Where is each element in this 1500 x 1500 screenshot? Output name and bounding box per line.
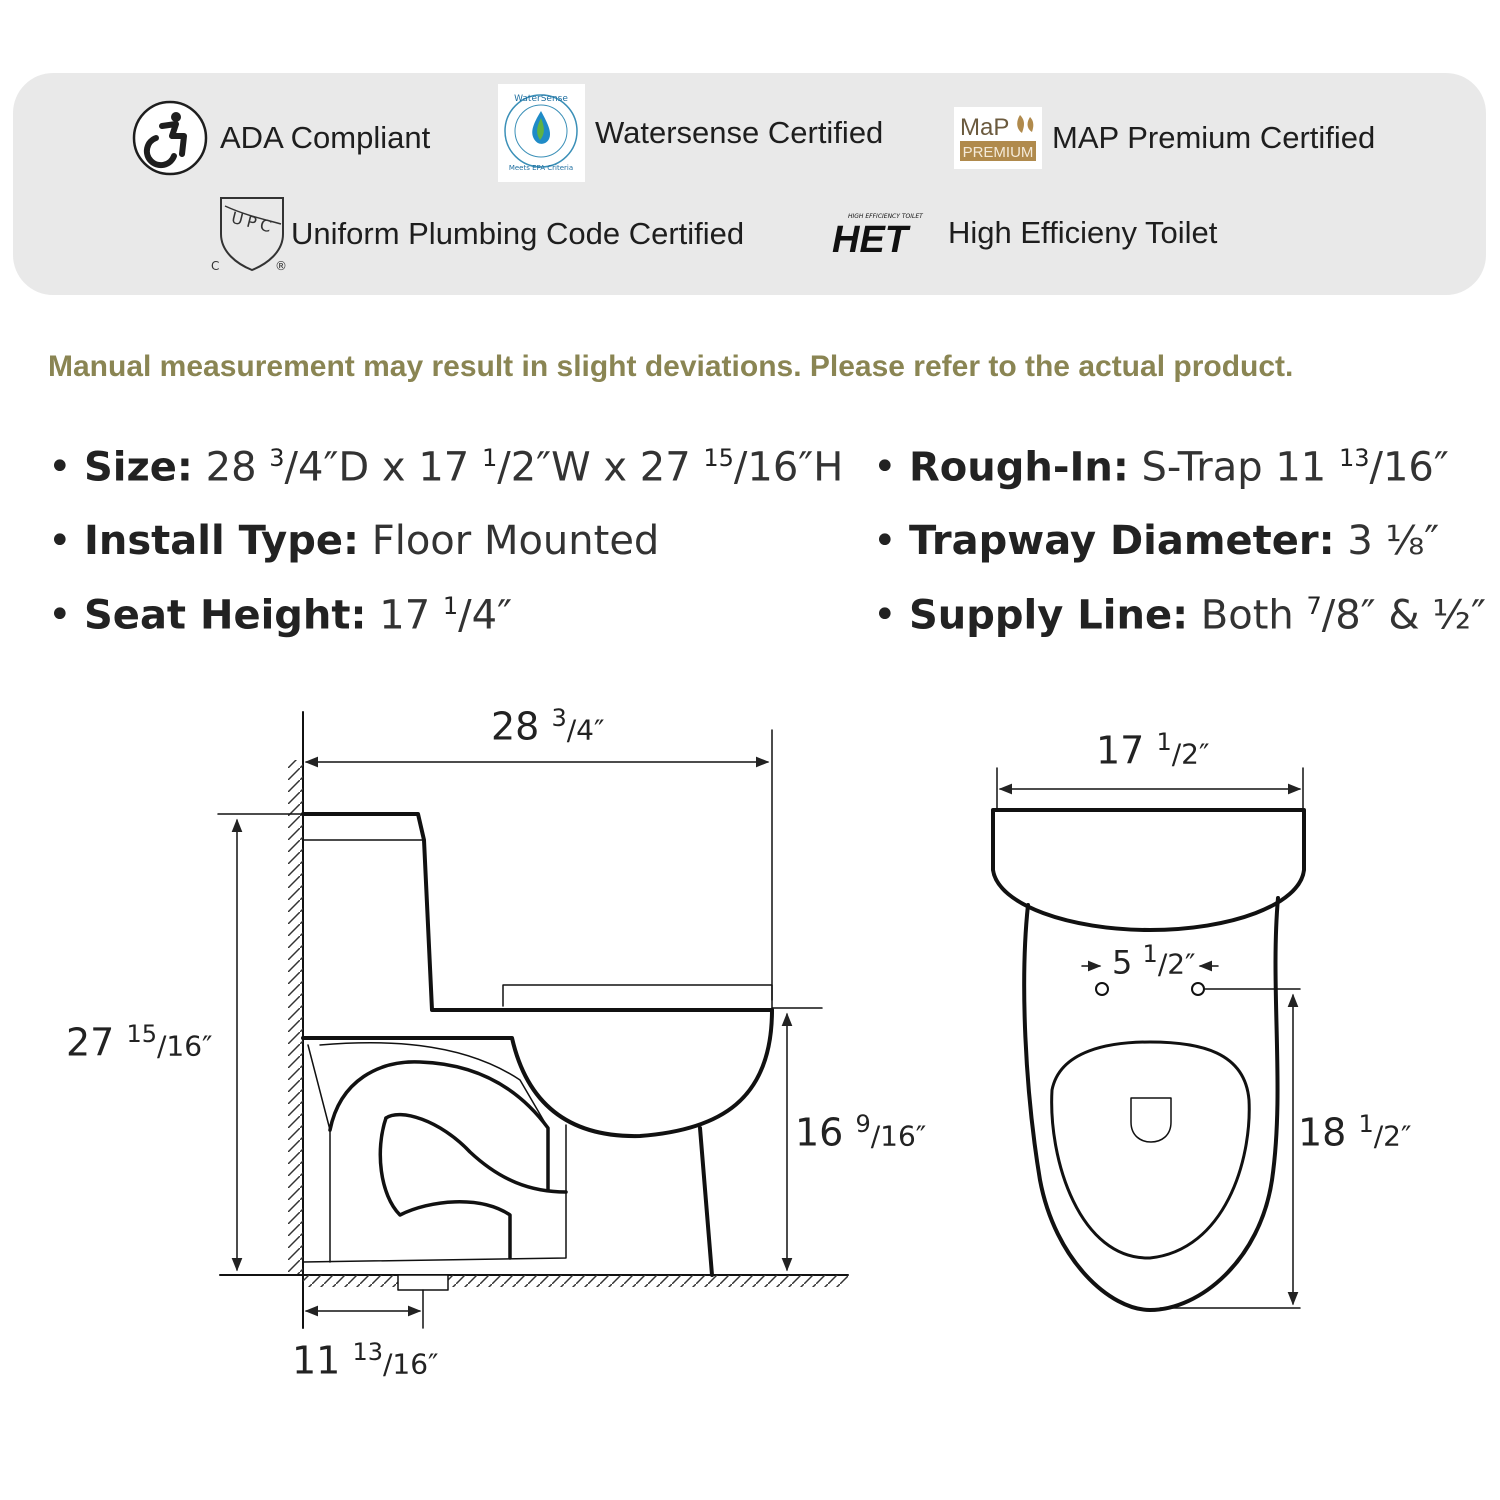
spec-supply-line: • Supply Line: Both $^7$/8″ & ½″ — [873, 592, 1486, 639]
cert-upc-label: Uniform Plumbing Code Certified — [291, 216, 745, 251]
spec-rough-in: • Rough-In: S-Trap 11 $^{13}$/16″ — [873, 444, 1449, 491]
width-label: 17 $^1$/2″ — [1096, 728, 1210, 773]
watersense-logo-text: WaterSense — [514, 94, 568, 104]
svg-text:C: C — [211, 259, 220, 273]
drain-hole — [1131, 1098, 1171, 1142]
spec-seat-height: • Seat Height: 17 $^1$/4″ — [48, 592, 513, 639]
height-label: 27 $^{15}$/16″ — [66, 1020, 213, 1065]
map-logo-subtext: PREMIUM — [962, 144, 1034, 161]
bullet: • — [48, 444, 72, 491]
het-logo-subtext: HIGH EFFICIENCY TOILET — [848, 213, 923, 220]
map-logo-text: MaP — [960, 114, 1010, 141]
bowl-length-label: 18 $^1$/2″ — [1298, 1110, 1412, 1155]
bolt-hole-right — [1192, 983, 1204, 995]
spec-size-key: Size: — [84, 444, 193, 491]
spec-size: • Size: 28 $^3$/4″D x 17 $^1$/2″W x 27 $^{15}$/16″H — [48, 444, 844, 491]
base-front — [308, 1045, 330, 1262]
base-rear — [303, 1125, 566, 1262]
cert-het-label: High Efficieny Toilet — [948, 215, 1218, 250]
depth-label: 28 $^3$/4″ — [491, 704, 605, 749]
side-view — [218, 712, 848, 1328]
cert-watersense-label: Watersense Certified — [595, 115, 884, 150]
bullet: • — [873, 518, 897, 564]
spec-rough-key: Rough-In: — [909, 444, 1129, 491]
drain-flange — [398, 1275, 448, 1290]
svg-text:®: ® — [275, 259, 287, 273]
cert-map-label: MAP Premium Certified — [1052, 120, 1376, 155]
tank-outline — [303, 814, 772, 1010]
spec-seat-key: Seat Height: — [84, 592, 367, 639]
rough-in-label: 11 $^{13}$/16″ — [292, 1338, 439, 1383]
measurement-note: Manual measurement may result in slight deviations. Please refer to the actual product. — [48, 350, 1294, 383]
bullet: • — [873, 444, 897, 491]
spec-install-value: Floor Mounted — [359, 518, 660, 564]
spec-trapway-value: 3 ⅛″ — [1334, 518, 1440, 564]
tank-top-view — [993, 810, 1304, 930]
trap-channel-bottom — [380, 1118, 510, 1258]
bullet: • — [48, 518, 72, 564]
floor-hatch — [303, 1275, 848, 1287]
upc-logo-text: UPC — [229, 207, 278, 238]
bullet: • — [873, 592, 897, 639]
seat-lid — [503, 985, 772, 1010]
seat-height-label: 16 $^9$/16″ — [795, 1110, 927, 1155]
wall-hatch — [288, 760, 303, 1275]
cert-ada-label: ADA Compliant — [220, 120, 431, 155]
bolt-hole-left — [1096, 983, 1108, 995]
het-logo-text: HET — [832, 219, 908, 258]
spec-install-key: Install Type: — [84, 518, 359, 564]
top-view — [993, 768, 1304, 1310]
base-back-leg — [700, 1128, 712, 1275]
bullet: • — [48, 592, 72, 639]
spec-trapway-key: Trapway Diameter: — [909, 518, 1335, 564]
trap-channel-top — [386, 1115, 566, 1192]
seat-opening — [1052, 1042, 1250, 1258]
watersense-logo-subtext: Meets EPA Criteria — [508, 164, 574, 172]
spec-supply-key: Supply Line: — [909, 592, 1189, 639]
bolt-spacing-label: 5 $^1$/2″ — [1112, 940, 1196, 982]
